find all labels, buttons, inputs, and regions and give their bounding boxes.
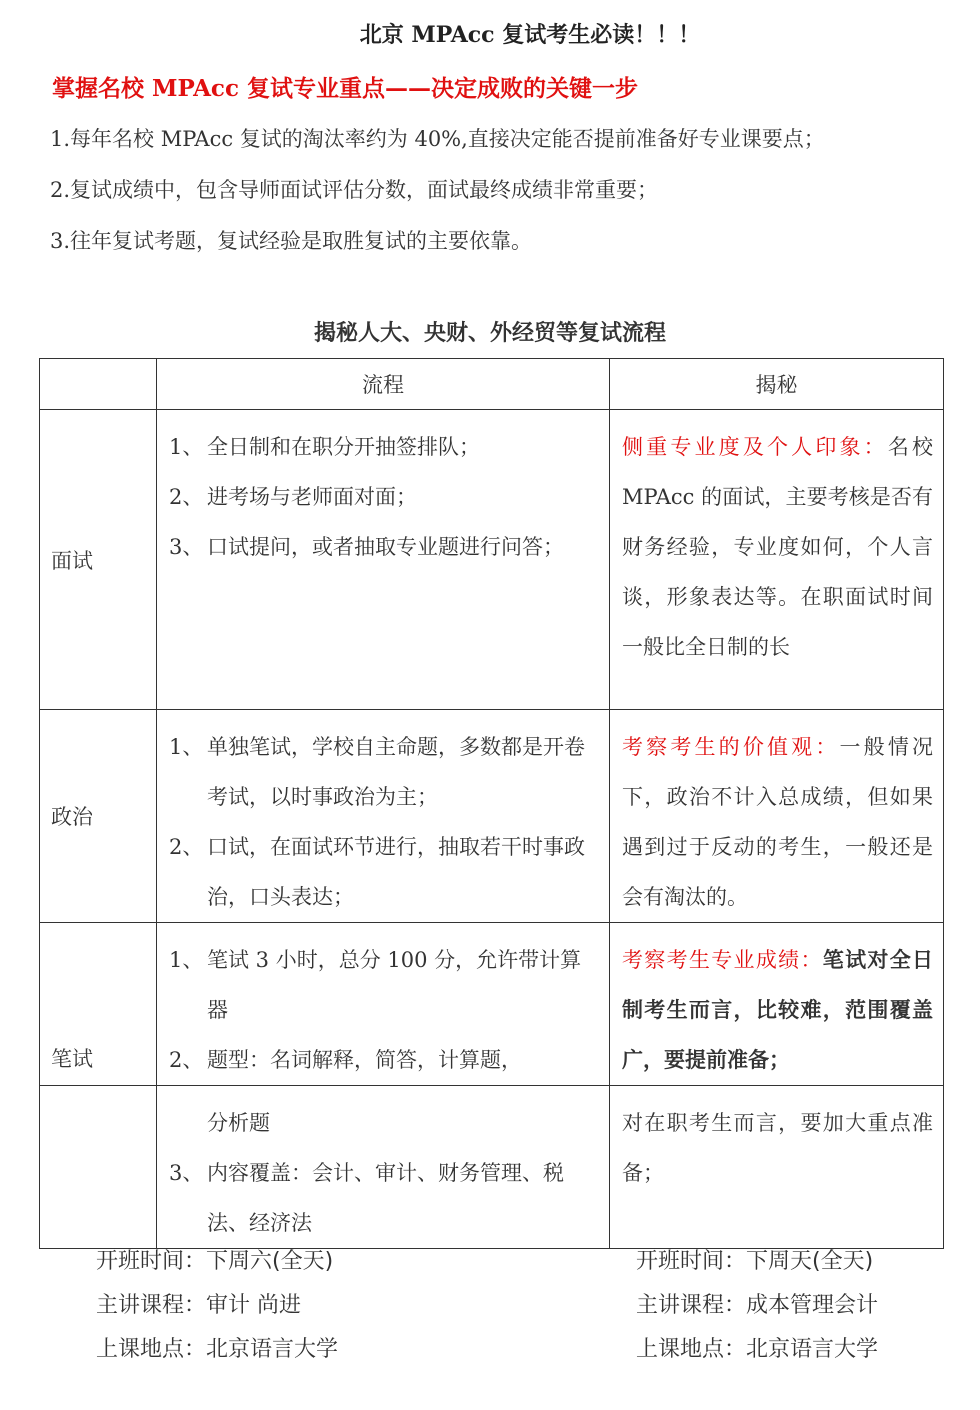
class-course: 主讲课程：审计 尚进 xyxy=(96,1293,301,1318)
process-item: 1、 单独笔试，学校自主命题，多数都是开卷考试，以时事政治为主； xyxy=(169,735,585,809)
class-info-right xyxy=(636,1240,878,1372)
process-item: 3、 口试提问，或者抽取专业题进行问答； xyxy=(169,535,564,559)
table-row-written-cont xyxy=(40,1086,944,1249)
process-item: 2、 进考场与老师面对面； xyxy=(169,485,417,509)
process-item: 1、 笔试 3 小时，总分 100 分，允许带计算器 xyxy=(169,948,582,1022)
secret-text: 一般情况下，政治不计入总成绩，但如果遇到过于反动的考生，一般还是会有淘汰的。 xyxy=(622,735,933,909)
process-item: 3、 内容覆盖：会计、审计、财务管理、税法、经济法 xyxy=(169,1161,564,1235)
category-blank xyxy=(40,1086,157,1249)
point-3: 3.往年复试考题，复试经验是取胜复试的主要依靠。 xyxy=(50,229,533,253)
class-location: 上课地点：北京语言大学 xyxy=(636,1337,879,1362)
point-1: 1.每年名校 MPAcc 复试的淘汰率约为 40%,直接决定能否提前准备好专业课要点； xyxy=(50,127,825,151)
key-points xyxy=(50,114,825,267)
table-row-written xyxy=(40,923,944,1086)
process-item: 2、 题型：名词解释，简答，计算题， xyxy=(169,1048,522,1072)
secret-politics xyxy=(610,710,944,923)
page-title: 北京 MPAcc 复试考生必读！！！ xyxy=(359,22,701,48)
secret-text: 名校 MPAcc 的面试，主要考核是否有财务经验，专业度如何，个人言谈，形象表达等。在职面试时间一般比全日制的长 xyxy=(622,435,934,659)
table-row-interview xyxy=(40,410,944,710)
class-time: 开班时间：下周六(全天) xyxy=(96,1249,334,1274)
secret-written xyxy=(610,923,944,1086)
process-item: 2、 口试，在面试环节进行，抽取若干时事政治，口头表达； xyxy=(169,835,585,909)
table-title: 揭秘人大、央财、外经贸等复试流程 xyxy=(313,320,666,346)
secret-interview xyxy=(610,410,944,710)
header-process: 流程 xyxy=(157,359,610,410)
class-location: 上课地点：北京语言大学 xyxy=(96,1337,339,1362)
secret-text: 笔试对全日制考生而言，比较难，范围覆盖广，要提前准备； xyxy=(622,947,934,1072)
class-course: 主讲课程：成本管理会计 xyxy=(636,1293,879,1318)
subtitle: 掌握名校 MPAcc 复试专业重点——决定成败的关键一步 xyxy=(52,75,638,102)
class-time: 开班时间：下周天(全天) xyxy=(636,1249,874,1274)
process-table xyxy=(39,358,944,1249)
process-item: 1、 全日制和在职分开抽签排队； xyxy=(169,435,480,459)
secret-lead: 侧重专业度及个人印象： xyxy=(622,435,888,459)
process-politics xyxy=(157,710,610,923)
secret-lead: 考察考生专业成绩： xyxy=(622,948,823,972)
category-politics: 政治 xyxy=(40,710,157,923)
process-item: 分析题 xyxy=(207,1111,270,1135)
class-info-left xyxy=(96,1240,338,1372)
header-secret: 揭秘 xyxy=(610,359,944,410)
secret-lead: 考察考生的价值观： xyxy=(622,735,840,759)
table-header-row xyxy=(40,359,944,410)
point-2: 2.复试成绩中，包含导师面试评估分数，面试最终成绩非常重要； xyxy=(50,178,659,202)
category-written: 笔试 xyxy=(40,923,157,1086)
process-written-cont xyxy=(157,1086,610,1249)
process-written xyxy=(157,923,610,1086)
header-blank xyxy=(40,359,157,410)
secret-written-cont: 对在职考生而言，要加大重点准备； xyxy=(610,1086,944,1249)
process-interview xyxy=(157,410,610,710)
category-interview: 面试 xyxy=(40,410,157,710)
table-row-politics xyxy=(40,710,944,923)
